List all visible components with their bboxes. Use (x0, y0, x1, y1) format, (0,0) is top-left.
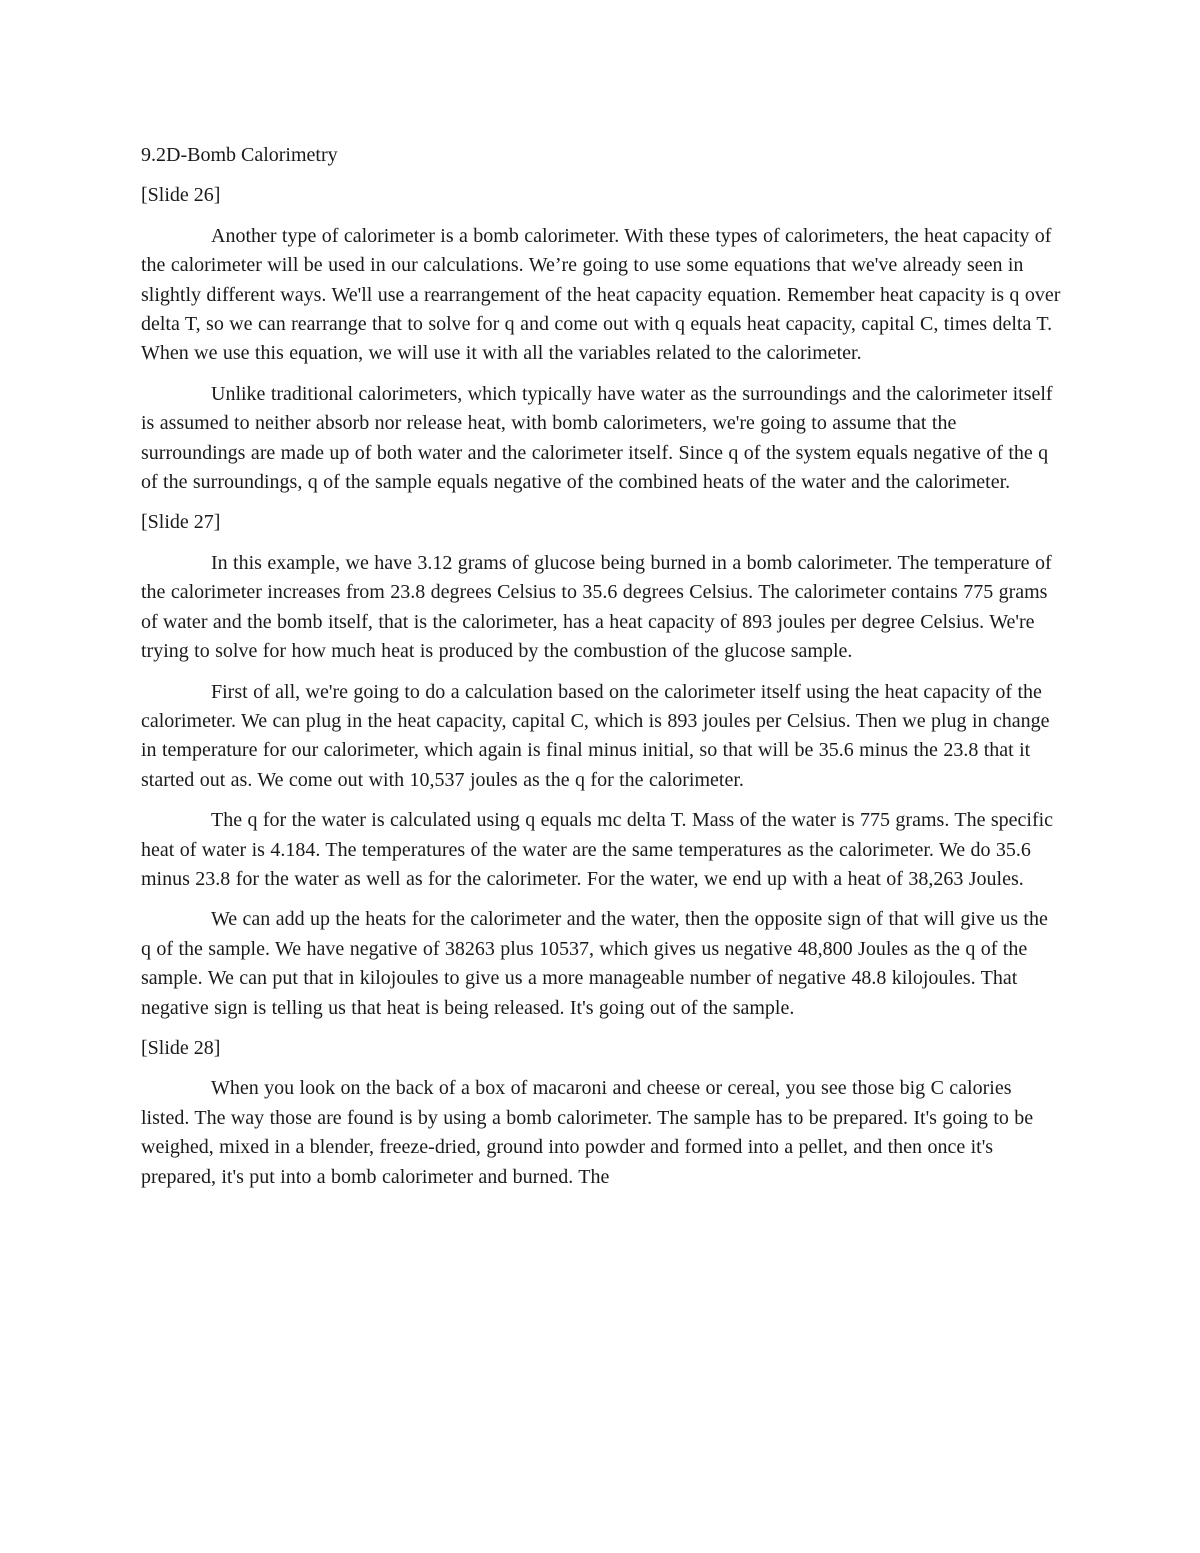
paragraph: Another type of calorimeter is a bomb calorimeter. With these types of calorimeters, the heat capacity of the calorimeter will be used in our calculations. We’re going to use some equations that we've already seen in slightly different ways. We'll use a rearrangement of the heat capacity equation. Remember heat capacity is q over delta T, so we can rearrange that to solve for q and come out with q equals heat capacity, capital C, times delta T. When we use this equation, we will use it with all the variables related to the calorimeter. (141, 224, 1061, 365)
paragraph: In this example, we have 3.12 grams of glucose being burned in a bomb calorimeter. The temperature of the calorimeter increases from 23.8 degrees Celsius to 35.6 degrees Celsius. The calorimeter contains 775 grams of water and the bomb itself, that is the calorimeter, has a heat capacity of 893 joules per degree Celsius. We're trying to solve for how much heat is produced by the combustion of the glucose sample. (141, 551, 1052, 663)
slide-label-28: [Slide 28] (141, 1036, 221, 1059)
document-title: 9.2D-Bomb Calorimetry (141, 144, 338, 166)
document-body (141, 141, 1061, 1203)
paragraph: When you look on the back of a box of macaroni and cheese or cereal, you see those big C calories listed. The way those are found is by using a bomb calorimeter. The sample has to be prepared. It's going to be weighed, mixed in a blender, freeze-dried, ground into powder and formed into a pellet, and then once it's prepared, it's put into a bomb calorimeter and burned. The (141, 1077, 1034, 1188)
paragraph: First of all, we're going to do a calculation based on the calorimeter itself using the heat capacity of the calorimeter. We can plug in the heat capacity, capital C, which is 893 joules per Celsius. Then we plug in change in temperature for our calorimeter, which again is final minus initial, so that will be 35.6 minus the 23.8 that it started out as. We come out with 10,537 joules as the q for the calorimeter. (141, 680, 1050, 791)
paragraph: Unlike traditional calorimeters, which typically have water as the surroundings and the calorimeter itself is assumed to neither absorb nor release heat, with bomb calorimeters, we're going to assume that the surroundings are made up of both water and the calorimeter itself. Since q of the system equals negative of the q of the surroundings, q of the sample equals negative of the combined heats of the water and the calorimeter. (141, 382, 1053, 494)
slide-label-27: [Slide 27] (141, 511, 221, 534)
paragraph: The q for the water is calculated using q equals mc delta T. Mass of the water is 775 grams. The specific heat of water is 4.184. The temperatures of the water are the same temperatures as the calorimeter. We do 35.6 minus 23.8 for the water as well as for the calorimeter. For the water, we end up with a heat of 38,263 Joules. (141, 809, 1054, 890)
slide-label-26: [Slide 26] (141, 184, 221, 207)
paragraph: We can add up the heats for the calorimeter and the water, then the opposite sign of that will give us the q of the sample. We have negative of 38263 plus 10537, which gives us negative 48,800 Joules as the q of the sample. We can put that in kilojoules to give us a more manageable number of negative 48.8 kilojoules. That negative sign is telling us that heat is being released. It's going out of the sample. (141, 908, 1048, 1019)
